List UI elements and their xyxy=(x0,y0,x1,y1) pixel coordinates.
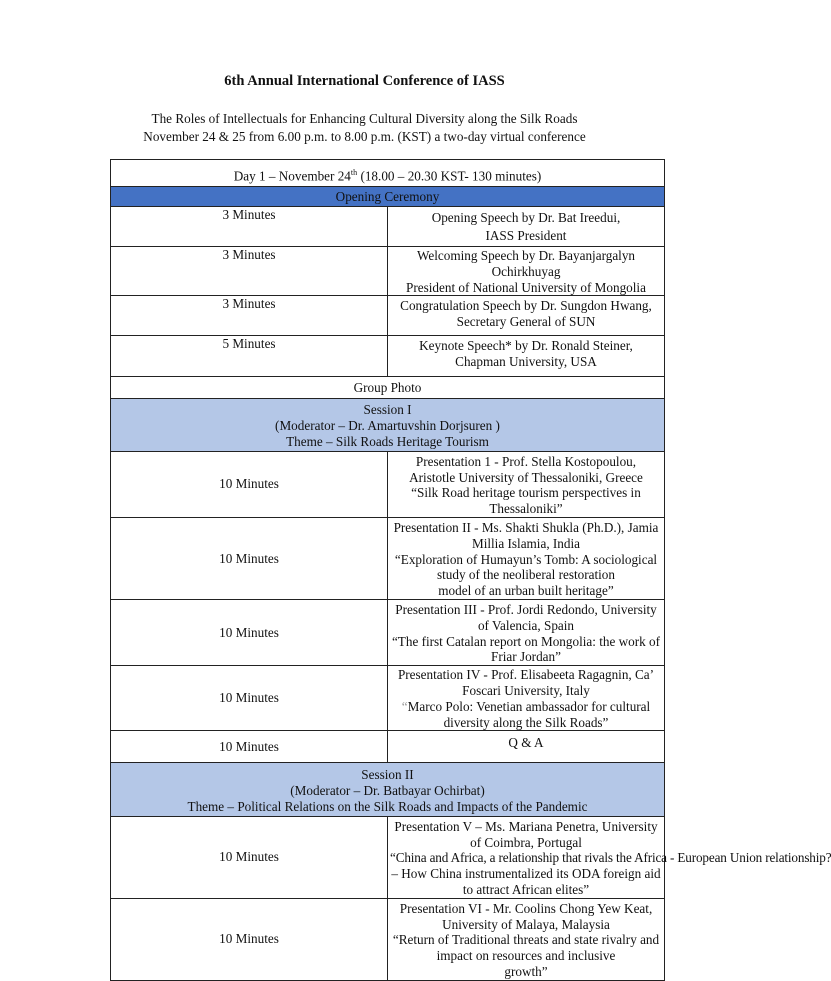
program-cell: Presentation VI - Mr. Coolins Chong Yew Keat, University of Malaya, Malaysia “Return of Traditional threats and state rivalry and impact on resources and inclusive growth” xyxy=(388,898,665,980)
program-cell: Congratulation Speech by Dr. Sungdon Hwang, Secretary General of SUN xyxy=(388,296,665,336)
program-cell: Presentation III - Prof. Jordi Redondo, University of Valencia, Spain “The first Catalan report on Mongolia: the work of Friar Jordan” xyxy=(388,599,665,665)
duration-cell: 5 Minutes xyxy=(111,336,388,377)
group-photo: Group Photo xyxy=(111,377,665,399)
program-cell: Presentation 1 - Prof. Stella Kostopoulou, Aristotle University of Thessaloniki, Greece “Silk Road heritage tourism perspectives in Thessaloniki” xyxy=(388,451,665,517)
table-row xyxy=(111,599,665,665)
duration-cell: 10 Minutes xyxy=(111,451,388,517)
program-cell: Presentation V – Ms. Mariana Penetra, University of Coimbra, Portugal “China and Africa, a relationship that rivals the Africa - European Union relationship? – How China instrumentalized its ODA foreign aid to attract African elites” xyxy=(388,816,665,898)
table-row xyxy=(111,666,665,731)
day-header-row xyxy=(111,160,665,187)
table-row xyxy=(111,207,665,247)
table-row xyxy=(111,247,665,296)
duration-cell: 10 Minutes xyxy=(111,731,388,763)
page-title: 6th Annual International Conference of IASS xyxy=(224,73,505,89)
duration-cell: 3 Minutes xyxy=(111,207,388,247)
subtitle-line-1: The Roles of Intellectuals for Enhancing Cultural Diversity along the Silk Roads xyxy=(151,111,578,126)
session-2-header: Session II (Moderator – Dr. Batbayar Ochirbat) Theme – Political Relations on the Silk Roads and Impacts of the Pandemic xyxy=(111,763,665,816)
table-row xyxy=(111,296,665,336)
program-table xyxy=(110,159,831,981)
duration-cell: 10 Minutes xyxy=(111,599,388,665)
duration-cell: 3 Minutes xyxy=(111,296,388,336)
duration-cell: 10 Minutes xyxy=(111,898,388,980)
program-cell: Q & A xyxy=(388,731,665,763)
day-header: Day 1 – November 24th (18.00 – 20.30 KST- 130 minutes) xyxy=(111,160,665,187)
duration-cell: 3 Minutes xyxy=(111,247,388,296)
program-cell: Presentation II - Ms. Shakti Shukla (Ph.D.), Jamia Millia Islamia, India “Exploration of Humayun’s Tomb: A sociological study of the neoliberal restoration model of an urban built heritage” xyxy=(388,517,665,599)
group-photo-row xyxy=(111,377,665,399)
session-1-header: Session I (Moderator – Dr. Amartuvshin Dorjsuren ) Theme – Silk Roads Heritage Tourism xyxy=(111,399,665,451)
table-row xyxy=(111,816,665,898)
table-row xyxy=(111,731,665,763)
session-header-row xyxy=(111,399,665,451)
duration-cell: 10 Minutes xyxy=(111,666,388,731)
table-row xyxy=(111,336,665,377)
table-row xyxy=(111,898,665,980)
opening-ceremony-row xyxy=(111,187,665,207)
program-cell: Keynote Speech* by Dr. Ronald Steiner, Chapman University, USA xyxy=(388,336,665,377)
duration-cell: 10 Minutes xyxy=(111,517,388,599)
program-cell: Opening Speech by Dr. Bat Ireedui, IASS President xyxy=(388,207,665,247)
subtitle-line-2: November 24 & 25 from 6.00 p.m. to 8.00 p.m. (KST) a two-day virtual conference xyxy=(143,129,586,144)
program-cell: Presentation IV - Prof. Elisabeeta Ragagnin, Ca’ Foscari University, Italy “Marco Polo: Venetian ambassador for cultural diversity along the Silk Roads” xyxy=(388,666,665,731)
opening-ceremony-label: Opening Ceremony xyxy=(111,187,665,207)
conference-subtitle xyxy=(0,110,729,146)
duration-cell: 10 Minutes xyxy=(111,816,388,898)
program-cell: Welcoming Speech by Dr. Bayanjargalyn Ochirkhuyag President of National University of Mongolia xyxy=(388,247,665,296)
table-row xyxy=(111,517,665,599)
session-header-row xyxy=(111,763,665,816)
table-row xyxy=(111,451,665,517)
